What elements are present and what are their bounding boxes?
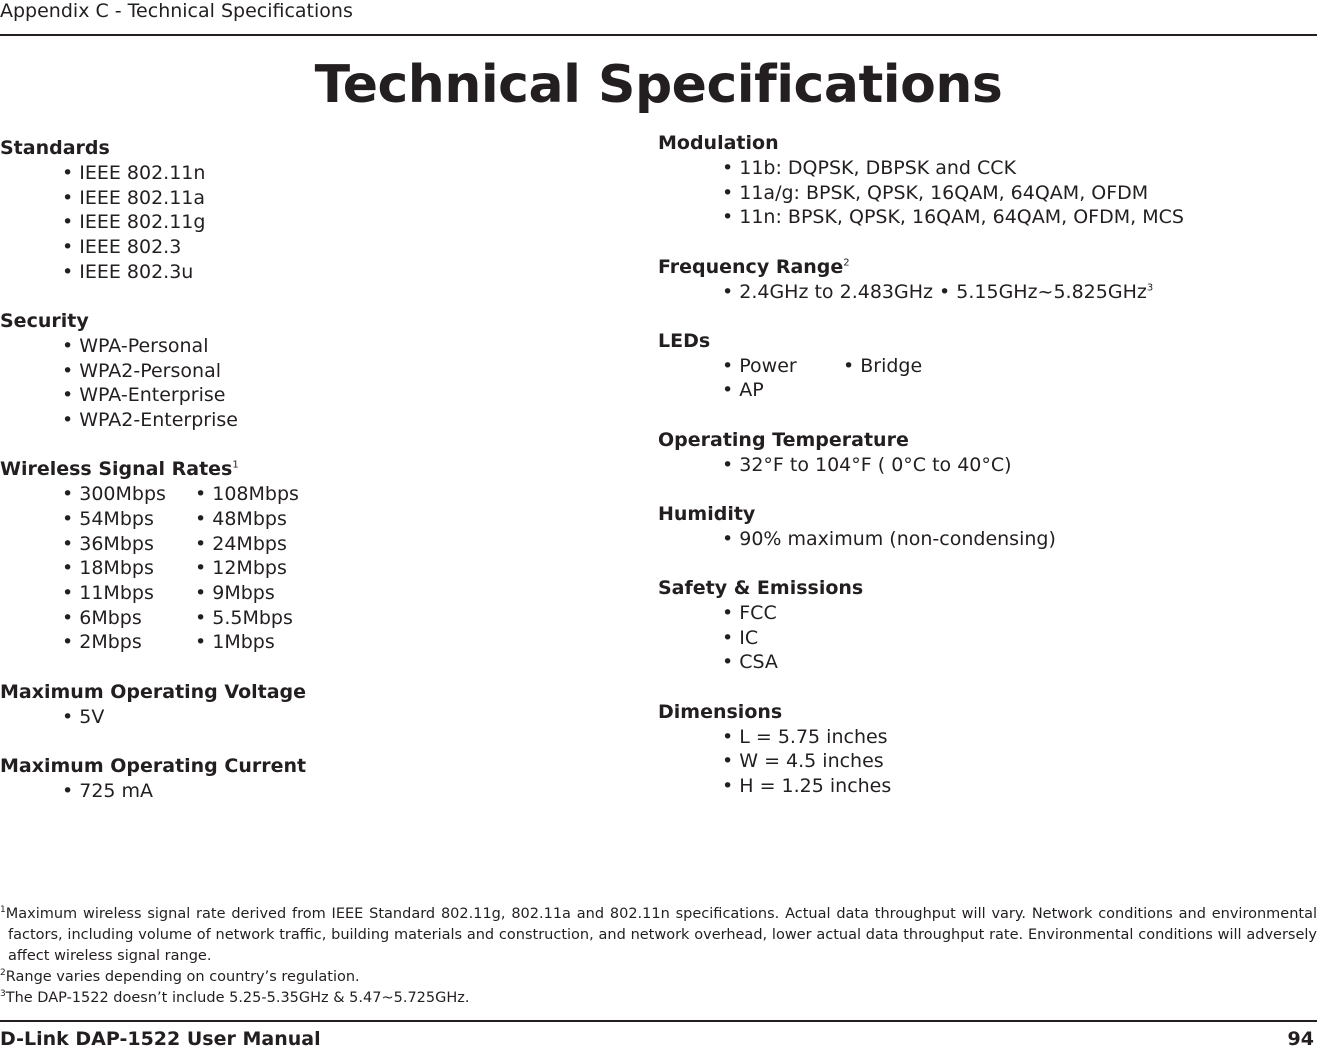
standards-item: • IEEE 802.11g <box>62 211 206 234</box>
frequency-heading-text: Frequency Range <box>658 255 844 278</box>
footnote-ref-3: 3 <box>1146 282 1154 294</box>
leds-section <box>658 329 1317 403</box>
dimensions-item: • H = 1.25 inches <box>722 774 892 797</box>
rate-row <box>0 556 620 581</box>
security-section <box>0 309 620 433</box>
rate-value: • 11Mbps <box>62 581 154 604</box>
dimensions-item: • W = 4.5 inches <box>722 750 884 773</box>
safety-heading: Safety & Emissions <box>658 577 864 599</box>
modulation-section <box>658 131 1317 230</box>
rate-row <box>0 606 620 631</box>
led-item: • Power <box>722 354 797 377</box>
footnote-3 <box>0 988 1317 1009</box>
header-rule <box>0 34 1317 36</box>
right-column <box>658 131 1317 823</box>
rate-value: • 2Mbps <box>62 631 142 654</box>
led-item: • AP <box>722 379 764 402</box>
rate-row <box>0 581 620 606</box>
safety-item: • IC <box>722 626 759 649</box>
frequency-heading <box>658 255 1317 280</box>
rates-section <box>0 457 620 655</box>
security-heading: Security <box>0 309 89 332</box>
standards-item: • IEEE 802.3u <box>62 260 194 283</box>
leds-heading: LEDs <box>658 329 711 352</box>
humidity-section <box>658 502 1317 552</box>
footer-rule <box>0 1020 1317 1022</box>
footnote-ref-1: 1 <box>232 459 239 471</box>
standards-heading: Standards <box>0 137 110 159</box>
footnote-number: 1 <box>0 905 6 916</box>
manual-title: D-Link DAP-1522 User Manual <box>0 1028 321 1050</box>
temperature-item: • 32°F to 104°F ( 0°C to 40°C) <box>722 453 1012 476</box>
humidity-item: • 90% maximum (non-condensing) <box>722 527 1056 550</box>
modulation-item: • 11n: BPSK, QPSK, 16QAM, 64QAM, OFDM, MCS <box>722 206 1184 229</box>
current-heading: Maximum Operating Current <box>0 754 307 777</box>
standards-item: • IEEE 802.11a <box>62 186 206 209</box>
standards-item: • IEEE 802.11n <box>62 162 206 184</box>
footnote-2 <box>0 967 1317 988</box>
rate-value: • 18Mbps <box>62 557 154 580</box>
rate-value: • 36Mbps <box>62 532 154 555</box>
footnote-number: 2 <box>0 968 6 979</box>
dimensions-heading: Dimensions <box>658 700 783 723</box>
rate-value: • 108Mbps <box>195 483 299 506</box>
footnote-1 <box>0 904 1317 967</box>
temperature-heading: Operating Temperature <box>658 428 909 451</box>
rate-value: • 5.5Mbps <box>195 606 293 629</box>
modulation-item: • 11b: DQPSK, DBPSK and CCK <box>722 157 1017 179</box>
footnote-text: Maximum wireless signal rate derived from IEEE Standard 802.11g, 802.11a and 802.11n specifications. Actual data throughput will vary. Network conditions and environmental factors, including volume of network traffic, building materials and construction, and network overhead, lower actual data throughput rate. Environmental conditions will adversely affect wireless signal range. <box>5 906 1317 964</box>
voltage-item: • 5V <box>62 705 105 728</box>
page-number: 94 <box>1287 1028 1314 1050</box>
modulation-heading: Modulation <box>658 132 779 154</box>
page-title: Technical Specifications <box>314 55 1003 115</box>
rate-value: • 48Mbps <box>195 507 287 530</box>
rate-value: • 12Mbps <box>195 557 287 580</box>
safety-section <box>658 576 1317 675</box>
voltage-heading: Maximum Operating Voltage <box>0 680 307 703</box>
security-item: • WPA2-Enterprise <box>62 409 238 431</box>
dimensions-section <box>658 700 1317 799</box>
safety-item: • FCC <box>722 602 777 624</box>
left-column <box>0 136 620 828</box>
safety-item: • CSA <box>722 651 778 674</box>
current-section <box>0 754 620 804</box>
frequency-section <box>658 255 1317 305</box>
security-item: • WPA2-Personal <box>62 359 221 382</box>
footnote-text: Range varies depending on country’s regulation. <box>5 969 360 985</box>
rate-value: • 24Mbps <box>195 532 287 555</box>
humidity-heading: Humidity <box>658 502 756 525</box>
standards-section <box>0 136 620 284</box>
temperature-section <box>658 428 1317 478</box>
dimensions-item: • L = 5.75 inches <box>722 725 888 748</box>
rate-value: • 54Mbps <box>62 507 154 530</box>
rate-row <box>0 482 620 507</box>
rate-row <box>0 507 620 532</box>
led-item: • Bridge <box>843 354 923 377</box>
standards-item: • IEEE 802.3 <box>62 236 182 259</box>
current-item: • 725 mA <box>62 779 154 802</box>
footnotes <box>0 904 1317 1009</box>
frequency-item <box>658 280 1317 305</box>
rate-row <box>0 532 620 557</box>
frequency-item-text: • 2.4GHz to 2.483GHz • 5.15GHz~5.825GHz <box>722 280 1147 303</box>
modulation-item: • 11a/g: BPSK, QPSK, 16QAM, 64QAM, OFDM <box>722 181 1149 204</box>
rate-value: • 300Mbps <box>62 483 166 506</box>
footnote-ref-2: 2 <box>843 257 850 269</box>
security-item: • WPA-Enterprise <box>62 384 226 407</box>
rate-row <box>0 630 620 655</box>
security-item: • WPA-Personal <box>62 334 209 357</box>
rate-value: • 6Mbps <box>62 606 142 629</box>
footnote-text: The DAP-1522 doesn’t include 5.25-5.35GHz & 5.47~5.725GHz. <box>5 990 470 1006</box>
rates-heading <box>0 457 620 482</box>
footnote-number: 3 <box>0 989 6 1000</box>
rate-value: • 9Mbps <box>195 581 275 604</box>
rates-heading-text: Wireless Signal Rates <box>0 458 233 481</box>
rate-value: • 1Mbps <box>195 631 275 654</box>
voltage-section <box>0 680 620 730</box>
led-row <box>658 354 1317 379</box>
page-header: Appendix C - Technical Specifications <box>0 0 353 22</box>
